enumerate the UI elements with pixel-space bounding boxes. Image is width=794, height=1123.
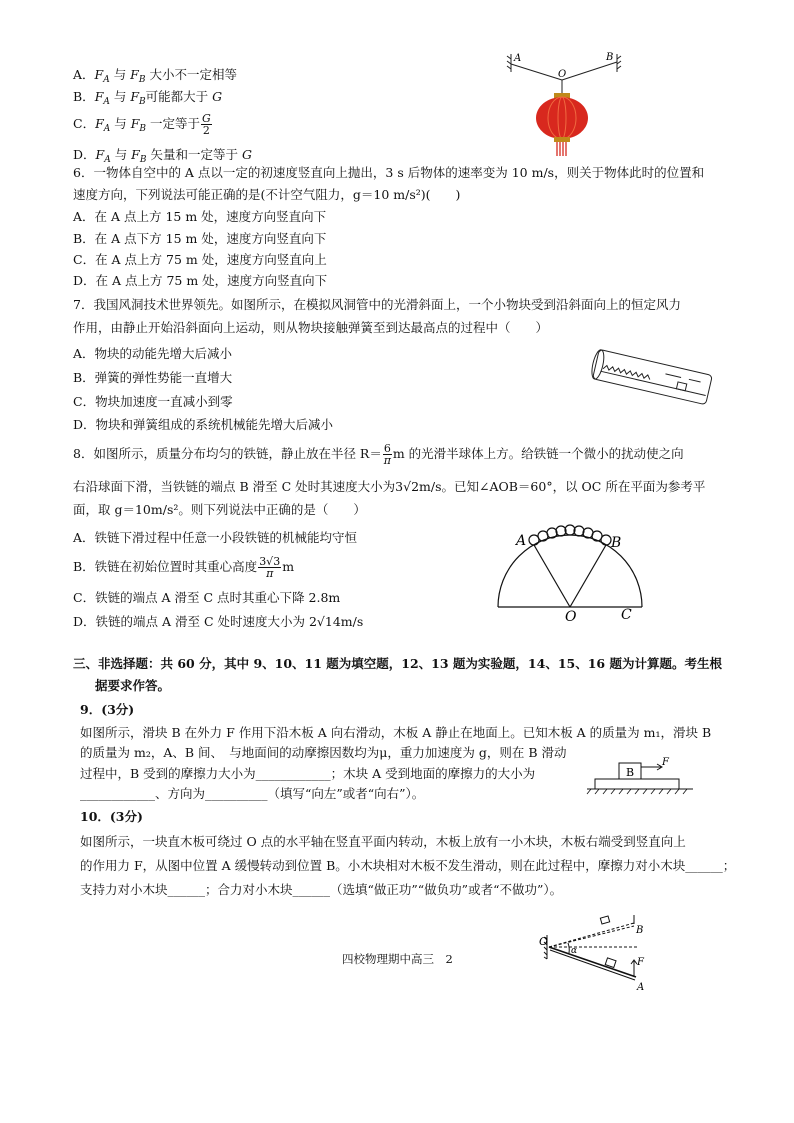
tunnel-tube [593, 349, 713, 404]
rot-label-b: B [636, 925, 644, 936]
q5-option-b: B．$F_A$ 与 $F_B$可能都大于 G [73, 89, 223, 107]
q10-stem-line2: 的作用力 F，从图中位置 A 缓慢转动到位置 B。小木块相对木板不发生滑动，则在此过程中，摩擦力对小木块______； [80, 858, 736, 873]
q7-option-b: B．弹簧的弹性势能一直增大 [73, 370, 233, 385]
page-footer: 四校物理期中高三 2 [342, 952, 453, 966]
rot-label-alpha: α [571, 946, 578, 956]
q10-stem-line3: 支持力对小木块______；合力对小木块______（选填“做正功”“做负功”或者“不做功”）。 [80, 882, 563, 897]
hemisphere-chain-figure [490, 520, 650, 625]
q6-stem-line2: 速度方向，下列说法可能正确的是(不计空气阻力，g＝10 m/s²)( ) [73, 187, 461, 202]
rot-label-a: A [637, 982, 645, 993]
q9-stem-line2: 的质量为 m₂，A、B 间、 与地面间的动摩擦因数均为μ，重力加速度为 g，则在 B 滑动 [80, 745, 567, 760]
q9-stem-line3: 过程中，B 受到的摩擦力大小为____________；木块 A 受到地面的摩擦力的大小为 [80, 766, 536, 781]
slider-label-b: B [626, 766, 635, 779]
q8-option-d: D．铁链的端点 A 滑至 C 处时速度大小为 2√14m/s [73, 614, 364, 629]
chain-label-c: C [621, 607, 632, 623]
rot-label-f: F [637, 957, 644, 968]
q6-option-b: B．在 A 点下方 15 m 处，速度方向竖直向下 [73, 231, 327, 246]
board-a [595, 779, 679, 789]
q7-option-c: C．物块加速度一直减小到零 [73, 394, 233, 409]
lantern-label-a: A [514, 53, 522, 64]
chain-label-b: B [611, 535, 622, 551]
radius-ob [570, 545, 606, 607]
q6-stem-line1: 6．一物体自空中的 A 点以一定的初速度竖直向上抛出，3 s 后物体的速率变为 10 m/s，则关于物体此时的位置和 [73, 165, 705, 180]
block-board-figure [585, 755, 695, 795]
q6-option-a: A．在 A 点上方 15 m 处，速度方向竖直向下 [73, 209, 327, 224]
lantern-label-b: B [606, 52, 614, 63]
q7-stem-line1: 7．我国风洞技术世界领先。如图所示，在模拟风洞管中的光滑斜面上，一个小物块受到沿斜面向上的恒定风力 [73, 297, 681, 312]
rot-label-o: O [539, 935, 549, 948]
block [676, 382, 686, 391]
q9-stem-line1: 如图所示，滑块 B 在外力 F 作用下沿木板 A 向右滑动，木板 A 静止在地面上。已知木板 A 的质量为 m₁，滑块 B [80, 725, 712, 740]
q7-stem-line2: 作用，由静止开始沿斜面向上运动，则从物块接触弹簧至到达最高点的过程中（ ） [73, 320, 549, 335]
section3-heading-line1: 三、非选择题：共 60 分，其中 9、10、11 题为填空题，12、13 题为实验题，14、15、16 题为计算题。考生根 [73, 656, 722, 671]
lantern-figure [500, 48, 630, 158]
q5-option-d: D．$F_A$ 与 $F_B$ 矢量和一定等于 G [73, 147, 252, 165]
q10-title: 10．(3分) [80, 809, 143, 824]
chain-links [529, 525, 611, 545]
q8-stem-line3: 面，取 g＝10m/s²。则下列说法中正确的是（ ） [73, 502, 366, 517]
q8-option-c: C．铁链的端点 A 滑至 C 点时其重心下降 2.8m [73, 590, 341, 605]
q8-option-a: A．铁链下滑过程中任意一小段铁链的机械能均守恒 [73, 530, 358, 545]
rotating-board-figure [538, 915, 663, 995]
board-position-b [549, 923, 634, 947]
block-at-b [600, 916, 609, 924]
q9-title: 9．(3分) [80, 702, 135, 717]
lantern-label-o: O [558, 69, 567, 80]
q6-option-d: D．在 A 点上方 75 m 处，速度方向竖直向下 [73, 273, 328, 288]
q7-option-d: D．物块和弹簧组成的系统机械能先增大后减小 [73, 417, 334, 432]
q7-option-a: A．物块的动能先增大后减小 [73, 346, 233, 361]
force-label-f: F [662, 757, 669, 768]
section3-heading-line2: 据要求作答。 [95, 678, 171, 693]
q6-option-c: C．在 A 点上方 75 m 处，速度方向竖直向上 [73, 252, 327, 267]
block-at-a [605, 958, 616, 968]
q10-stem-line1: 如图所示，一块直木板可绕过 O 点的水平轴在竖直平面内转动，木板上放有一小木块，木板右端受到竖直向上 [80, 834, 686, 849]
q8-option-b: B．铁链在初始位置时其重心高度 $\frac{3√3}{\pi}$ m [73, 555, 295, 580]
lantern-body [536, 97, 588, 139]
wind-tunnel-figure [588, 340, 716, 418]
board-position-a [549, 947, 636, 977]
tunnel-incline [600, 371, 705, 395]
radius-oa [534, 545, 570, 607]
q5-option-a: A．$F_A$ 与 $F_B$ 大小不一定相等 [73, 67, 237, 85]
q5-option-c: C．$F_A$ 与 $F_B$ 一定等于 $\frac{G}{2}$ [73, 112, 211, 137]
chain-label-a: A [516, 533, 527, 549]
q8-stem-line2: 右沿球面下滑，当铁链的端点 B 滑至 C 处时其速度大小为3√2m/s。已知∠AOB＝60°，以 OC 所在平面为参考平 [73, 479, 706, 494]
chain-label-o: O [565, 609, 577, 625]
q9-stem-line4: ____________、方向为__________（填写“向左”或者“向右”）。 [80, 786, 425, 801]
q8-stem-line1: 8．如图所示，质量分布均匀的铁链，静止放在半径 R＝ $\frac{6}{\pi}$ m 的光滑半球体上方。给铁链一个微小的扰动使之向 [73, 442, 684, 467]
